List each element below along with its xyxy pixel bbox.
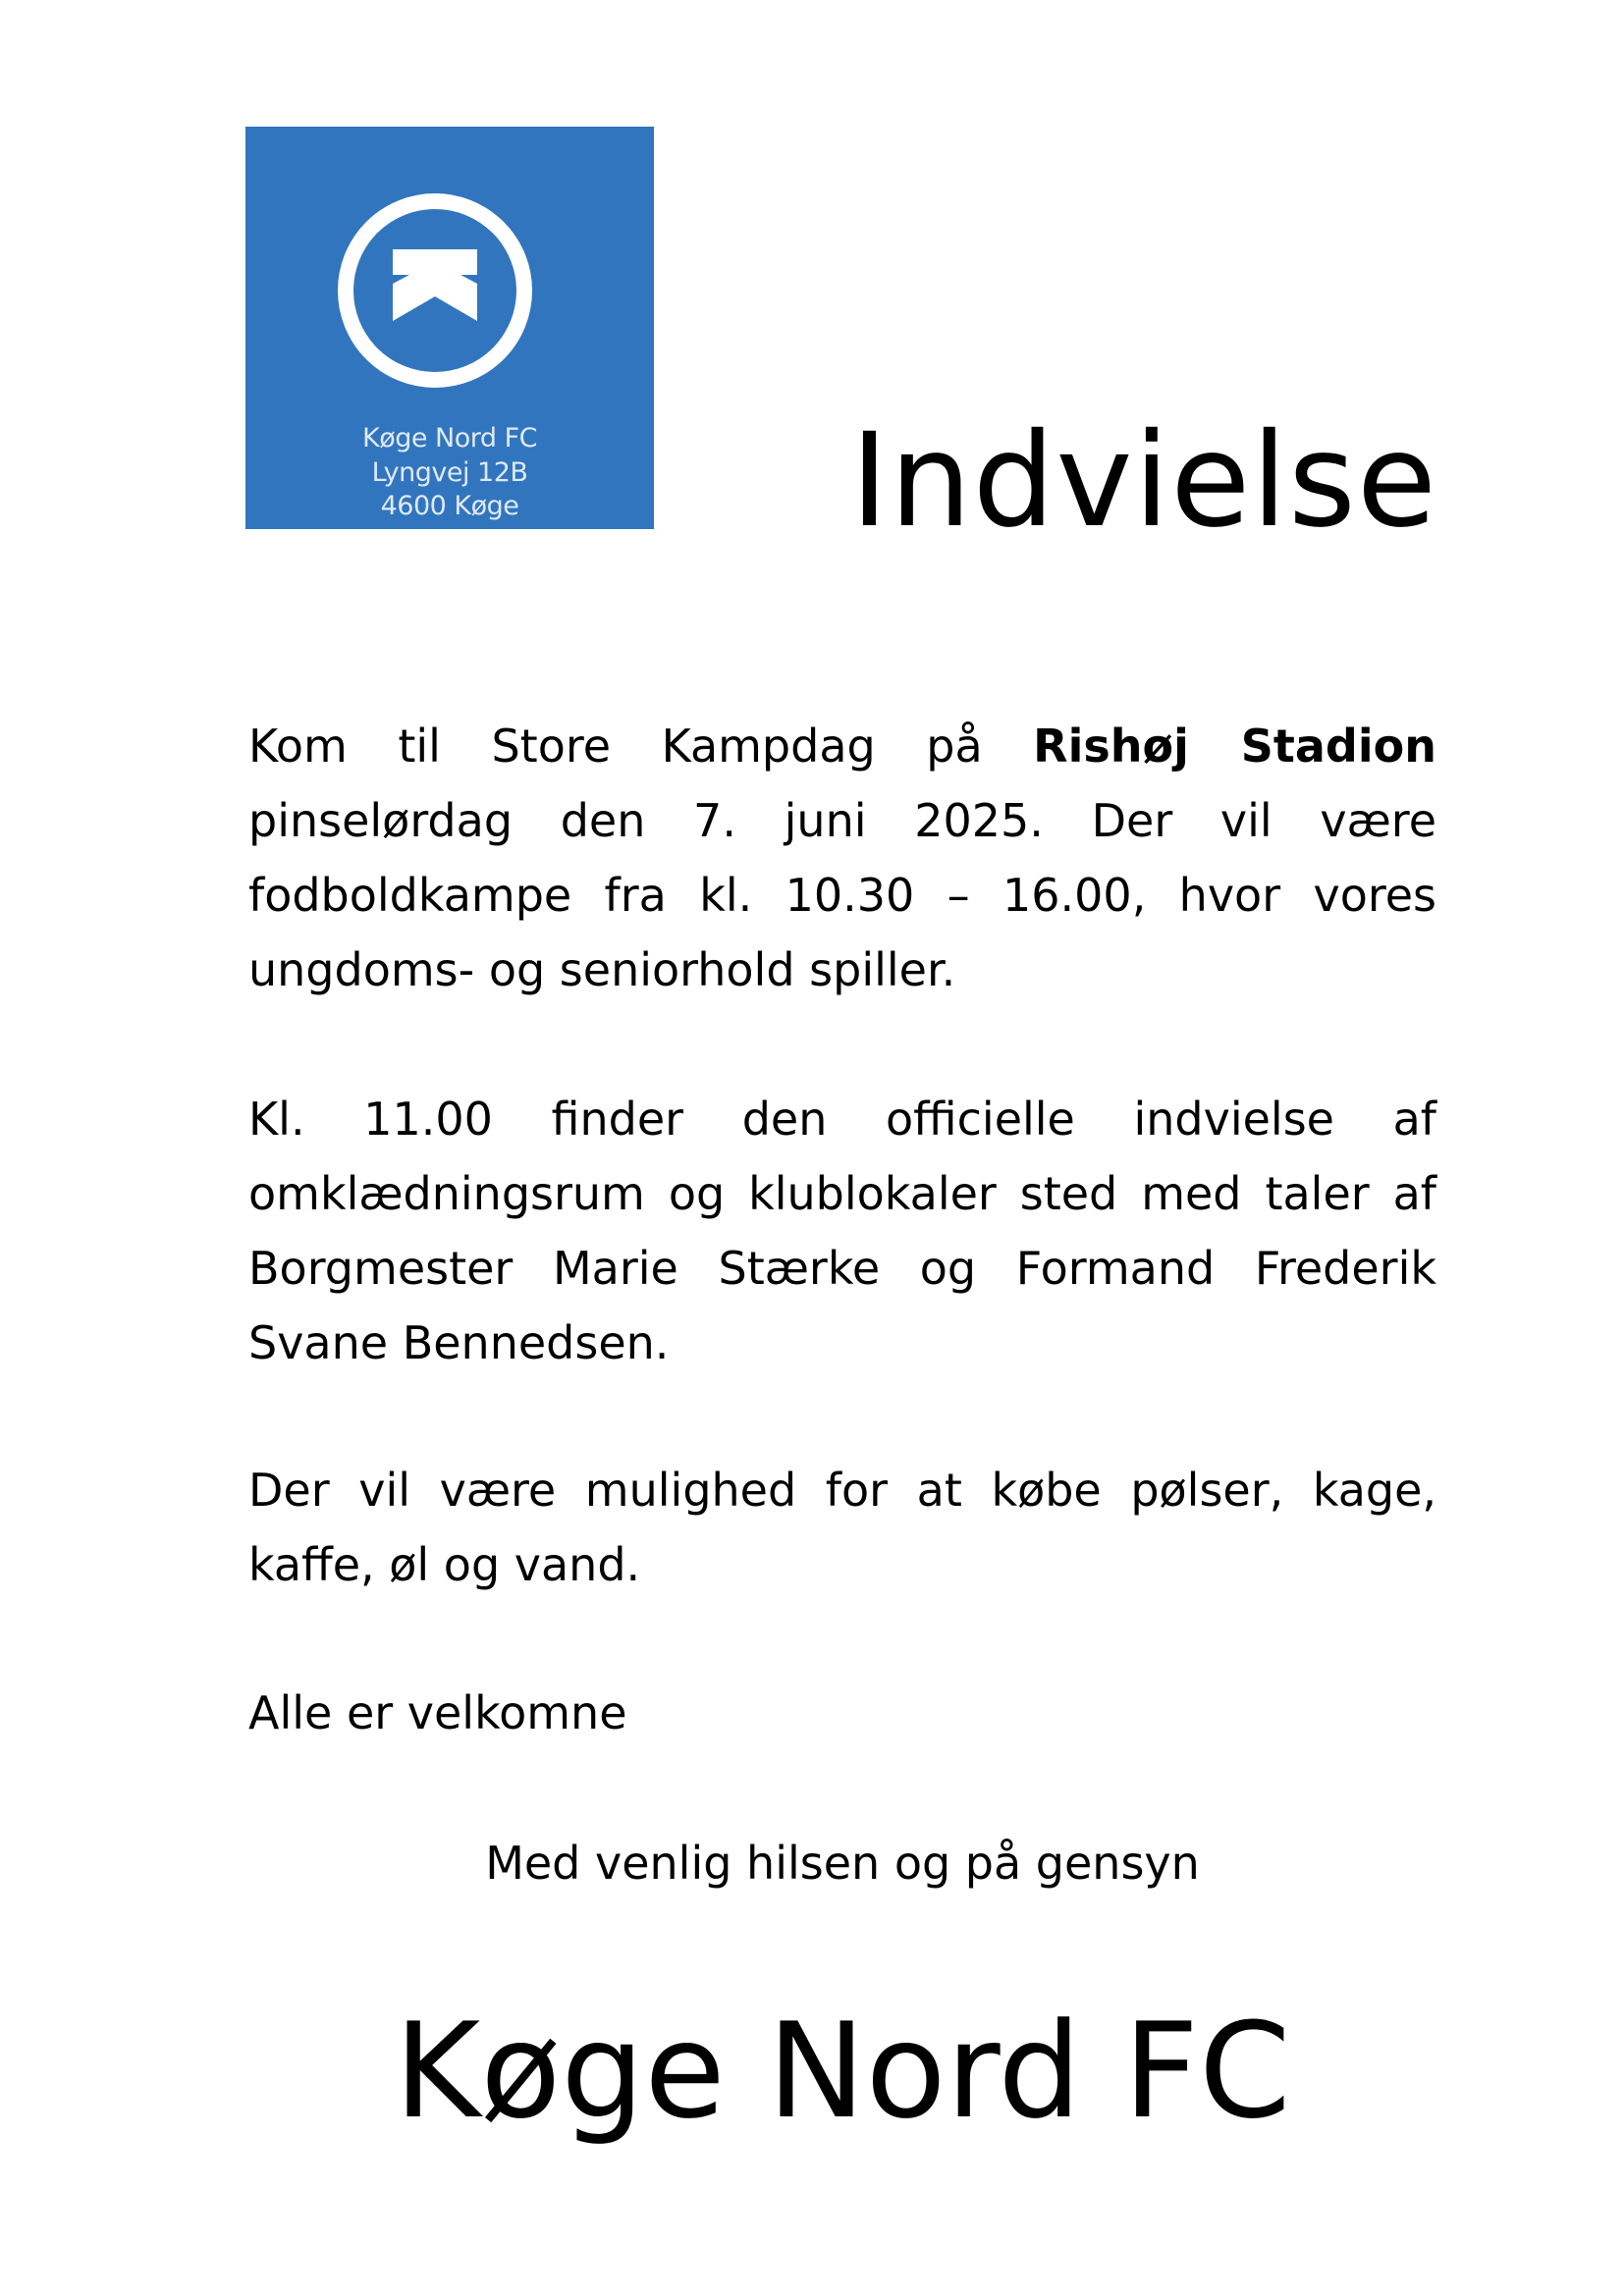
page-title: Indvielse (850, 405, 1438, 557)
intro-paragraph (248, 709, 1436, 1007)
logo-address: Lyngvej 12B (371, 457, 528, 488)
logo-city: 4600 Køge (380, 491, 519, 521)
club-logo (245, 127, 654, 529)
logo-club-name: Køge Nord FC (361, 423, 537, 454)
venue-name: Rishøj Stadion (1033, 720, 1436, 773)
intro-lead: Kom til Store Kampdag på (248, 720, 1034, 773)
ceremony-paragraph: Kl. 11.00 finder den officielle indvielse af omklædningsrum og klublokaler sted med taler af Borgmester Marie Stærke og Formand Frederik Svane Bennedsen. (248, 1093, 1436, 1369)
greeting: Med venlig hilsen og på gensyn (485, 1837, 1200, 1890)
welcome-paragraph: Alle er velkomne (248, 1686, 627, 1739)
club-signature: Køge Nord FC (394, 1995, 1291, 2148)
intro-rest: pinselørdag den 7. juni 2025. Der vil være fodboldkampe fra kl. 10.30 – 16.00, hvor vores ungdoms- og seniorhold spiller. (248, 794, 1436, 996)
refreshments-paragraph: Der vil være mulighed for at købe pølser, kage, kaffe, øl og vand. (248, 1464, 1436, 1591)
